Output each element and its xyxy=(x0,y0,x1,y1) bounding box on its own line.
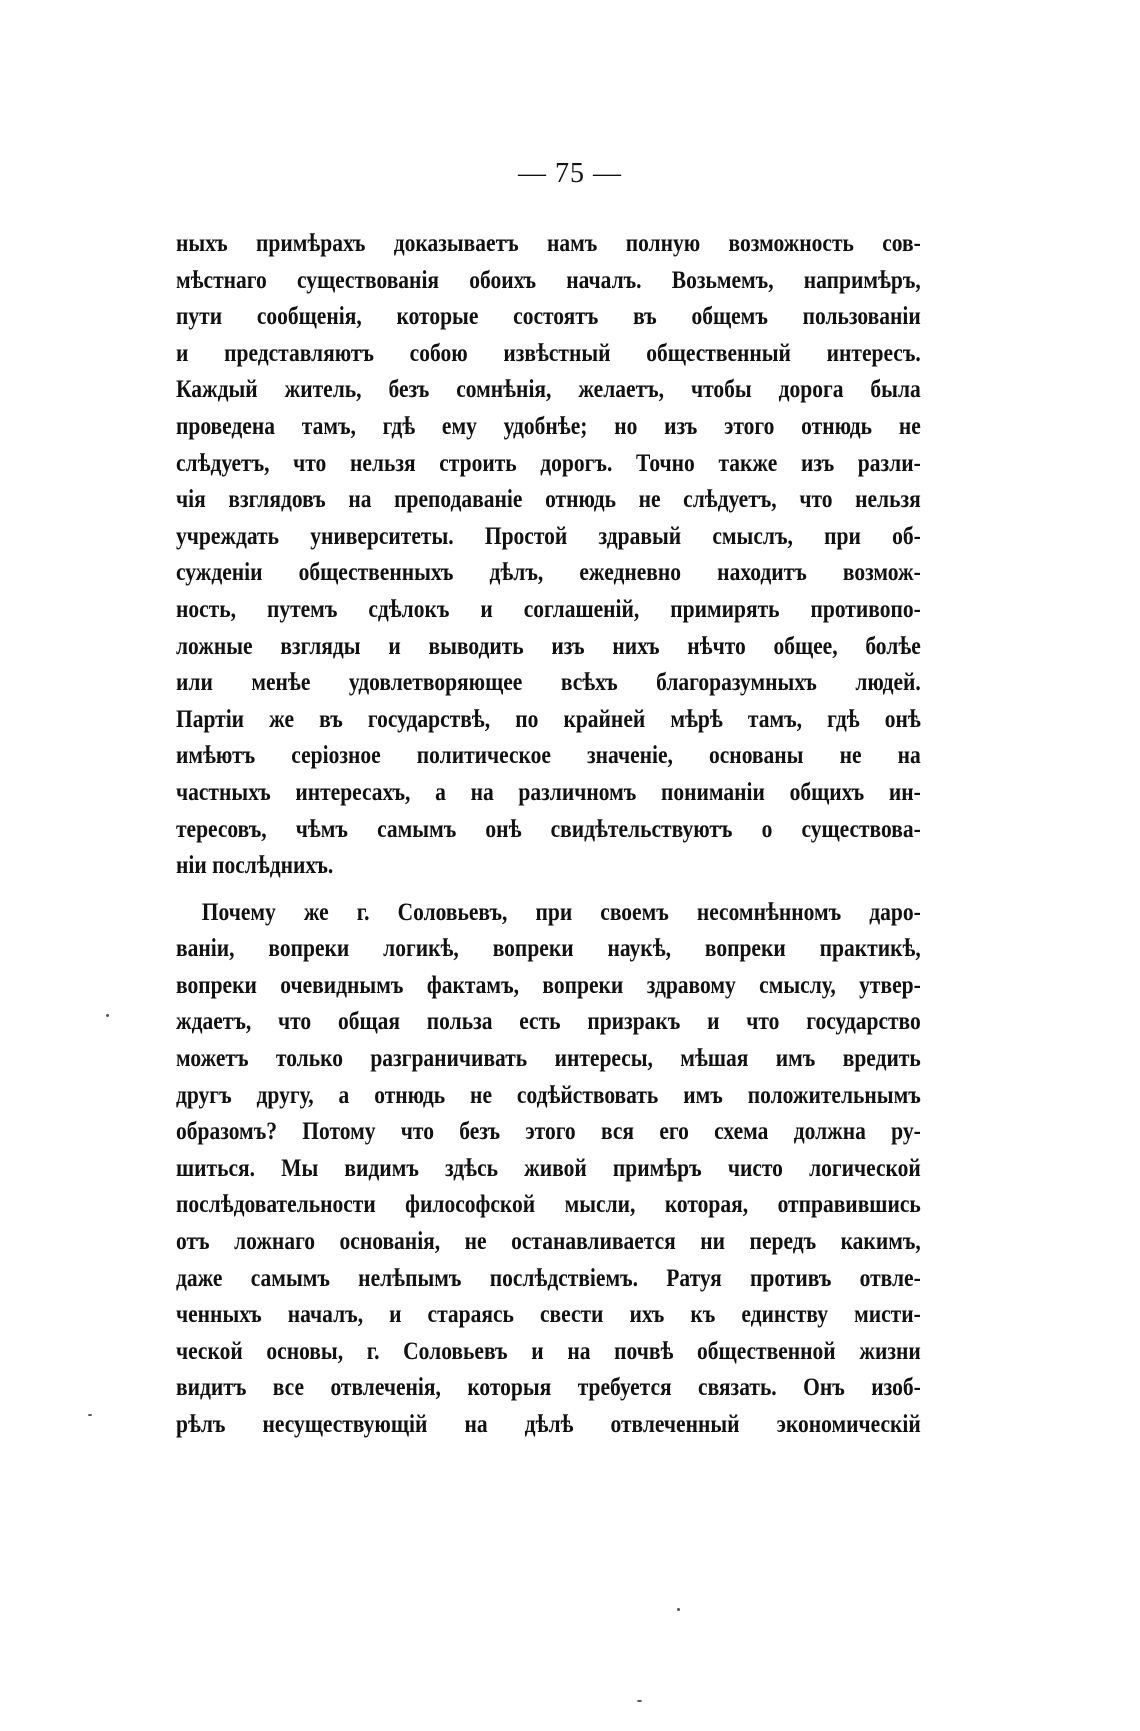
text-line: ложные взгляды и выводить изъ нихъ нѣчто общее, болѣе xyxy=(176,632,921,660)
text-line: частныхъ интересахъ, а на различномъ пониманіи общихъ ин- xyxy=(176,778,921,806)
text-line: шиться. Мы видимъ здѣсь живой примѣръ чисто логической xyxy=(176,1154,921,1182)
text-line: или менѣе удовлетворяющее всѣхъ благоразумныхъ людей. xyxy=(176,669,921,697)
text-line: другъ другу, а отнюдь не содѣйствовать имъ положительнымъ xyxy=(176,1081,921,1109)
text-line: ческой основы, г. Соловьевъ и на почвѣ общественной жизни xyxy=(176,1337,921,1365)
text-line: вопреки очевиднымъ фактамъ, вопреки здравому смыслу, утвер- xyxy=(176,971,921,999)
text-line: слѣдуетъ, что нельзя строить дорогъ. Точно также изъ разли- xyxy=(176,449,921,477)
text-line: тересовъ, чѣмъ самымъ онѣ свидѣтельствуютъ о существова- xyxy=(176,815,921,843)
text-line: Партіи же въ государствѣ, по крайней мѣрѣ тамъ, гдѣ онѣ xyxy=(176,705,921,733)
scan-speck xyxy=(88,1414,92,1416)
text-line: проведена тамъ, гдѣ ему удобнѣе; но изъ этого отнюдь не xyxy=(176,412,921,440)
text-line: и представляютъ собою извѣстный общественный интересъ. xyxy=(176,339,921,367)
text-line: ченныхъ началъ, и стараясь свести ихъ къ единству мисти- xyxy=(176,1301,921,1329)
text-line: отъ ложнаго основанія, не останавливается ни передъ какимъ, xyxy=(176,1228,921,1256)
text-line: видитъ все отвлеченія, которыя требуется связать. Онъ изоб- xyxy=(176,1374,921,1402)
text-line: ждаетъ, что общая польза есть призракъ и что государство xyxy=(176,1008,921,1036)
text-line: рѣлъ несуществующій на дѣлѣ отвлеченный экономическій xyxy=(176,1411,921,1438)
text-line: ность, путемъ сдѣлокъ и соглашеній, примирять противопо- xyxy=(176,595,921,623)
text-line: послѣдовательности философской мысли, которая, отправившись xyxy=(176,1191,921,1219)
text-line: чія взглядовъ на преподаваніе отнюдь не слѣдуетъ, что нельзя xyxy=(176,486,921,514)
text-line: пути сообщенія, которые состоятъ въ общемъ пользованіи xyxy=(176,303,921,331)
scan-speck xyxy=(637,1700,642,1702)
page-number: — 75 — xyxy=(518,158,622,189)
paragraph-1 xyxy=(176,226,921,885)
text-line: даже самымъ нелѣпымъ послѣдствіемъ. Ратуя противъ отвле- xyxy=(176,1264,921,1292)
scan-speck xyxy=(106,1014,109,1017)
text-line: учреждать университеты. Простой здравый смыслъ, при об- xyxy=(176,522,921,550)
text-line: ваніи, вопреки логикѣ, вопреки наукѣ, вопреки практикѣ, xyxy=(176,935,921,963)
body-text xyxy=(176,226,921,1444)
text-line: можетъ только разграничивать интересы, мѣшая имъ вредить xyxy=(176,1045,921,1073)
text-line: Почему же г. Соловьевъ, при своемъ несомнѣнномъ даро- xyxy=(201,898,921,926)
scan-speck xyxy=(677,1608,680,1611)
text-line: мѣстнаго существованія обоихъ началъ. Возьмемъ, напримѣръ, xyxy=(176,266,921,294)
text-line: Каждый житель, безъ сомнѣнія, желаетъ, чтобы дорога была xyxy=(176,376,921,404)
text-line: имѣютъ серіозное политическое значеніе, основаны не на xyxy=(176,742,921,770)
text-line: сужденіи общественныхъ дѣлъ, ежедневно находитъ возмож- xyxy=(176,559,921,587)
text-line: ныхъ примѣрахъ доказываетъ намъ полную возможность сов- xyxy=(176,230,921,257)
text-line: образомъ? Потому что безъ этого вся его схема должна ру- xyxy=(176,1118,921,1146)
paragraph-2 xyxy=(176,895,921,1444)
paragraph-gap xyxy=(176,885,921,895)
text-line: ніи послѣднихъ. xyxy=(176,852,334,880)
